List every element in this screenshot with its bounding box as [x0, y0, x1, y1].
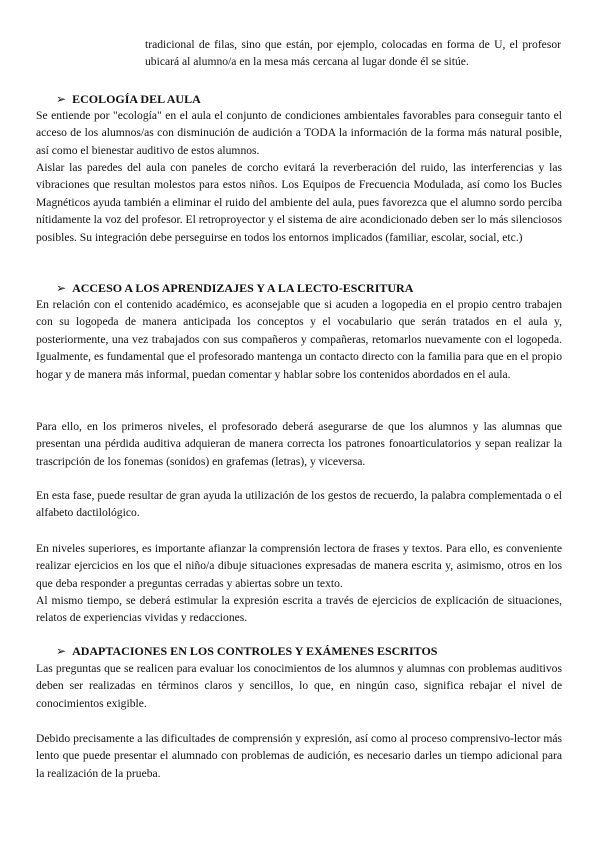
section-heading-text: ECOLOGÍA DEL AULA: [72, 92, 201, 106]
paragraph: Para ello, en los primeros niveles, el profesorado deberá asegurarse de que los alumnos y las alumnas que presentan una pérdida auditiva adquieran de manera correcta los patrones fonoarticulatorios y sepan realizar la trascripción de los fonemas (sonidos) en grafemas (letras), y viceversa.: [36, 420, 562, 468]
section-heading-acceso: [56, 279, 413, 297]
section-heading-text: ACCESO A LOS APRENDIZAJES Y A LA LECTO-ESCRITURA: [72, 281, 414, 295]
paragraph: Las preguntas que se realicen para evaluar los conocimientos de los alumnos y alumnas con problemas auditivos deben ser realizadas en términos claros y sencillos, lo que, en ningún caso, significa rebajar el nivel de conocimientos exigible.: [36, 662, 562, 710]
arrow-bullet-icon: ➢: [56, 644, 67, 658]
section-heading-text: ADAPTACIONES EN LOS CONTROLES Y EXÁMENES ESCRITOS: [72, 644, 438, 658]
paragraph: En esta fase, puede resultar de gran ayuda la utilización de los gestos de recuerdo, la palabra complementada o el alfabeto dactilológico.: [36, 489, 562, 520]
paragraph: En niveles superiores, es importante afianzar la comprensión lectora de frases y textos. Para ello, es conveniente realizar ejercicios en los que el niño/a dibuje situaciones expresadas de manera escrita y, asimismo, otros en los que deba responder a preguntas cerradas y abiertas sobre un texto.: [36, 542, 562, 590]
paragraph: Al mismo tiempo, se deberá estimular la expresión escrita a través de ejercicios de explicación de situaciones, relatos de experiencias vividas y redacciones.: [36, 594, 562, 625]
arrow-bullet-icon: ➢: [56, 281, 67, 295]
paragraph: Se entiende por "ecología" en el aula el conjunto de condiciones ambientales favorables para conseguir tanto el acceso de los alumnos/as con disminución de audición a TODA la información de la forma más natural posible, así como el bienestar auditivo de estos alumnos.: [36, 109, 562, 157]
section-heading-ecologia: [56, 90, 201, 108]
section-heading-adaptaciones: [56, 642, 437, 660]
paragraph: En relación con el contenido académico, es aconsejable que si acuden a logopedia en el propio centro trabajen con su logopeda de manera anticipada los conceptos y el vocabulario que serán tratados en el aula y, posteriormente, una vez trabajados con sus compañeros y compañeras, retomarlos nuevamente con el logopeda. Igualmente, es fundamental que el profesorado mantenga un contacto directo con la familia para que en el propio hogar y de manera más informal, puedan comentar y hablar sobre los contenidos abordados en el aula.: [36, 298, 562, 381]
arrow-bullet-icon: ➢: [56, 92, 67, 106]
intro-paragraph: tradicional de filas, sino que están, por ejemplo, colocadas en forma de U, el profesor ubicará al alumno/a en la mesa más cercana al lugar donde él se sitúe.: [145, 38, 561, 69]
paragraph: Aislar las paredes del aula con paneles de corcho evitará la reverberación del ruido, las interferencias y las vibraciones que resultan molestos para estos niños. Los Equipos de Frecuencia Modulada, así como los Bucles Magnéticos ayuda también a eliminar el ruido del ambiente del aula, pues favorezca que el alumno sordo perciba nítidamente la voz del profesor. El retroproyector y el sistema de aire acondicionado deben ser lo más silenciosos posibles. Su integración debe perseguirse en todos los entornos implicados (familiar, escolar, social, etc.): [36, 161, 562, 244]
paragraph: Debido precisamente a las dificultades de comprensión y expresión, así como al proceso comprensivo-lector más lento que puede presentar el alumnado con problemas de audición, es necesario darles un tiempo adicional para la realización de la prueba.: [36, 732, 562, 780]
